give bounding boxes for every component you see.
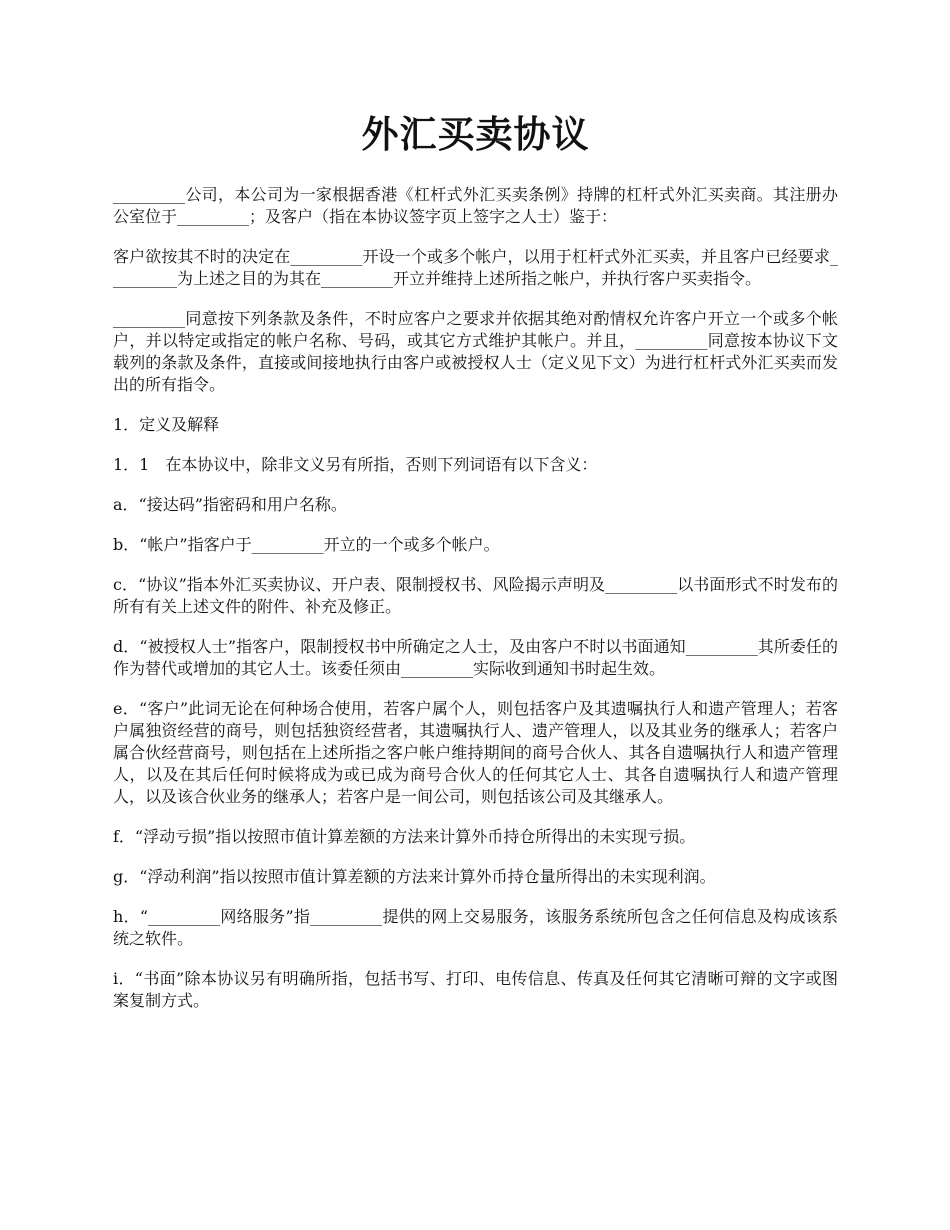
definition-i: i．“书面”除本协议另有明确所指，包括书写、打印、电传信息、传真及任何其它清晰可辩的文字或图案复制方式。 <box>113 969 838 1010</box>
definition-b: b．“帐户”指客户于_________开立的一个或多个帐户。 <box>113 535 500 554</box>
definition-f: f．“浮动亏损”指以按照市值计算差额的方法来计算外币持仓所得出的未实现亏损。 <box>113 827 696 846</box>
definition-g: g．“浮动利润”指以按照市值计算差额的方法来计算外币持仓量所得出的未实现利润。 <box>113 867 716 886</box>
definition-a: a．“接达码”指密码和用户名称。 <box>113 495 347 514</box>
agreement-paragraph: _________同意按下列条款及条件，不时应客户之要求并依据其绝对酌情权允许客户开立一个或多个帐户，并以特定或指定的帐户名称、号码，或其它方式维护其帐户。并且，_________同意按本协议下文载列的条款及条件，直接或间接地执行由客户或被授权人士（定义见下文）为进行杠杆式外汇买卖而发出的所有指令。 <box>113 309 838 394</box>
definition-d: d．“被授权人士”指客户，限制授权书中所确定之人士，及由客户不时以书面通知_________其所委任的作为替代或增加的其它人士。该委任须由_________实际收到通知书时起生效。 <box>113 637 838 678</box>
document-title: 外汇买卖协议 <box>361 112 590 156</box>
definition-h: h．“_________网络服务”指_________提供的网上交易服务，该服务系统所包含之任何信息及构成该系统之软件。 <box>113 907 838 948</box>
definition-c: c．“协议”指本外汇买卖协议、开户表、限制授权书、风险揭示声明及_________以书面形式不时发布的所有有关上述文件的附件、补充及修正。 <box>113 575 838 616</box>
section-heading-definitions: 1．定义及解释 <box>113 415 220 434</box>
clause-1-1: 1．1 在本协议中，除非文义另有所指，否则下列词语有以下含义： <box>113 455 598 474</box>
definition-e: e．“客户”此词无论在何种场合使用，若客户属个人，则包括客户及其遗嘱执行人和遗产管理人；若客户属独资经营的商号，则包括独资经营者，其遗嘱执行人、遗产管理人，以及其业务的继承人；若客户属合伙经营商号，则包括在上述所指之客户帐户维持期间的商号合伙人、其各自遗嘱执行人和遗产管理人，以及在其后任何时候将成为或已成为商号合伙人的任何其它人士、其各自遗嘱执行人和遗产管理人，以及该合伙业务的继承人；若客户是一间公司，则包括该公司及其继承人。 <box>113 699 838 806</box>
preamble-paragraph: _________公司，本公司为一家根据香港《杠杆式外汇买卖条例》持牌的杠杆式外汇买卖商。其注册办公室位于_________；及客户（指在本协议签字页上签字之人士）鉴于： <box>113 185 838 226</box>
recital-paragraph: 客户欲按其不时的决定在_________开设一个或多个帐户，以用于杠杆式外汇买卖，并且客户已经要求_________为上述之目的为其在_________开立并维持上述所指之帐户，并执行客户买卖指令。 <box>113 247 838 288</box>
